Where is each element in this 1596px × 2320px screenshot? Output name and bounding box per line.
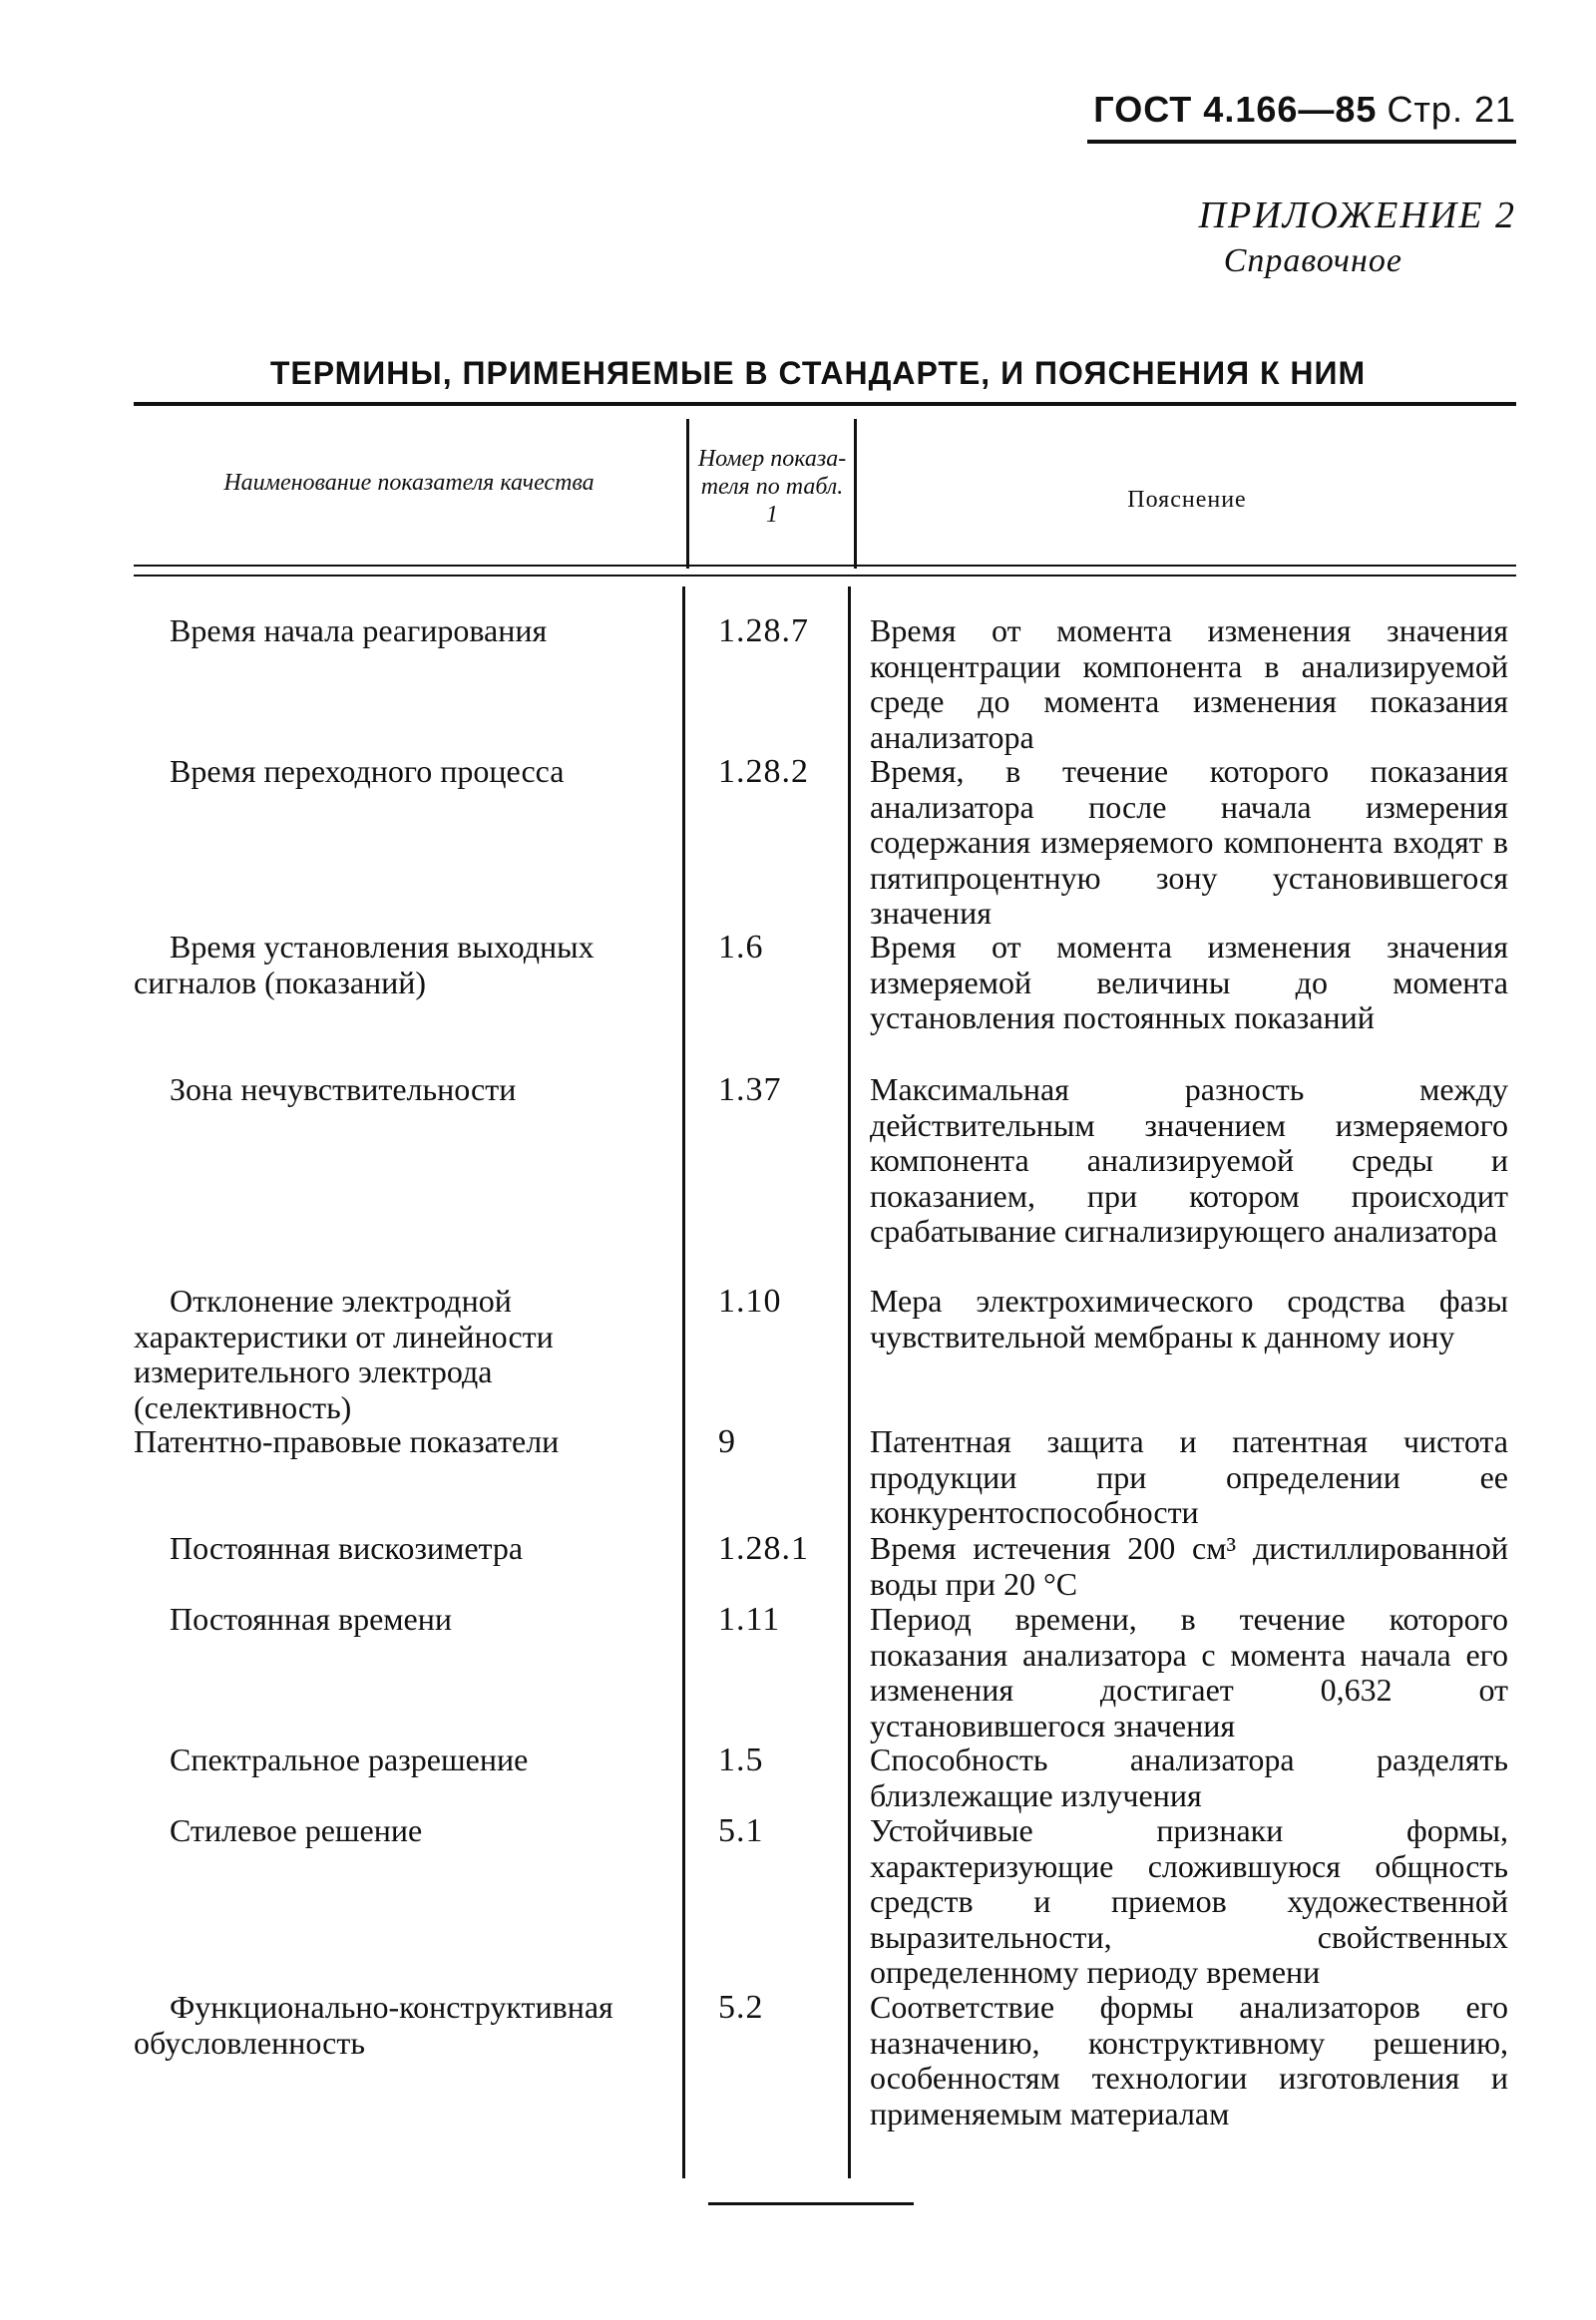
table-row — [134, 1072, 677, 1108]
term-text: Время установления выходных сигналов (показаний) — [134, 929, 595, 1000]
row-explanation — [870, 930, 1508, 1036]
explanation-text: Патентная защита и патентная чистота продукции при определении ее конкурентоспособности — [870, 1423, 1508, 1530]
row-number: 1.6 — [718, 929, 764, 966]
row-explanation — [870, 1602, 1508, 1743]
row-explanation — [870, 1990, 1508, 2131]
term-text: Время начала реагирования — [170, 612, 548, 648]
column-header-number: Номер показа- теля по табл. 1 — [697, 446, 847, 528]
explanation-text: Соответствие формы анализаторов его назначению, конструктивному решению, особенностям технологии изготовления и применяемым материалам — [870, 1989, 1508, 2131]
header-bottom-rule-2 — [134, 575, 1516, 577]
explanation-text: Время, в течение которого показания анализатора после начала измерения содержания измеряемого компонента входят в пятипроцентную зону установившегося значения — [870, 753, 1508, 931]
explanation-text: Максимальная разность между действительным значением измеряемого компонента анализируемой среды и показанием, при котором происходит срабатывание сигнализирующего анализатора — [870, 1071, 1508, 1249]
term-text: Патентно-правовые показатели — [134, 1423, 560, 1459]
row-explanation — [870, 1813, 1508, 1991]
table-row — [134, 1284, 677, 1425]
explanation-text: Способность анализатора разделять близлежащие излучения — [870, 1741, 1508, 1813]
page-number: Стр. 21 — [1387, 89, 1516, 130]
term-text: Спектральное разрешение — [170, 1741, 529, 1777]
table-top-rule — [134, 402, 1516, 406]
header-divider-1 — [686, 419, 689, 569]
explanation-text: Мера электрохимического сродства фазы чувствительной мембраны к данному иону — [870, 1283, 1508, 1354]
table-row — [134, 1531, 677, 1567]
header-bottom-rule — [134, 565, 1516, 567]
appendix-title: ПРИЛОЖЕНИЕ 2 — [1198, 194, 1516, 236]
table-row — [134, 1990, 677, 2061]
term-text: Постоянная вискозиметра — [170, 1530, 524, 1566]
explanation-text: Устойчивые признаки формы, характеризующие сложившуюся общность средств и приемов художественной выразительности, свойственных определенному периоду времени — [870, 1812, 1508, 1990]
term-text: Функционально-конструктивная обусловленность — [134, 1989, 613, 2061]
explanation-text: Время от момента изменения значения измеряемой величины до момента установления постоянных показаний — [870, 929, 1508, 1035]
row-number: 9 — [718, 1423, 736, 1460]
term-text: Отклонение электродной характеристики от линейности измерительного электрода (селективность) — [134, 1283, 554, 1425]
table-row — [134, 1813, 677, 1849]
column-divider-1 — [682, 586, 685, 2178]
table-row — [134, 754, 677, 790]
row-number: 1.5 — [718, 1741, 764, 1778]
row-number: 1.28.1 — [718, 1530, 809, 1567]
row-number: 1.11 — [718, 1601, 781, 1638]
row-explanation — [870, 1284, 1508, 1354]
bottom-rule — [708, 2202, 914, 2205]
row-explanation — [870, 1742, 1508, 1813]
explanation-text: Период времени, в течение которого показания анализатора с момента начала его изменения достигает 0,632 от установившегося значения — [870, 1601, 1508, 1743]
table-row — [134, 1602, 677, 1638]
term-text: Стилевое решение — [170, 1812, 423, 1848]
row-explanation — [870, 1424, 1508, 1531]
row-number: 1.28.2 — [718, 753, 809, 790]
explanation-text: Время истечения 200 см³ дистиллированной воды при 20 °С — [870, 1530, 1508, 1602]
explanation-text: Время от момента изменения значения концентрации компонента в анализируемой среде до момента изменения показания анализатора — [870, 612, 1508, 755]
row-explanation — [870, 754, 1508, 932]
table-row — [134, 613, 677, 649]
standard-number: ГОСТ 4.166—85 — [1093, 89, 1378, 130]
page-header — [998, 88, 1516, 144]
column-divider-2 — [848, 586, 851, 2178]
row-explanation — [870, 1072, 1508, 1250]
table-row — [134, 1742, 677, 1778]
column-header-name: Наименование показателя качества — [223, 470, 595, 496]
row-explanation — [870, 1531, 1508, 1602]
document-title: ТЕРМИНЫ, ПРИМЕНЯЕМЫЕ В СТАНДАРТЕ, И ПОЯСНЕНИЯ К НИМ — [269, 355, 1367, 391]
row-number: 5.2 — [718, 1989, 764, 2026]
term-text: Зона нечувствительности — [170, 1071, 517, 1107]
row-number: 1.37 — [718, 1071, 782, 1108]
row-number: 1.10 — [718, 1283, 782, 1320]
header-rule — [1087, 140, 1516, 144]
header-divider-2 — [854, 419, 857, 569]
row-number: 1.28.7 — [718, 612, 809, 649]
row-explanation — [870, 613, 1508, 755]
row-number: 5.1 — [718, 1812, 764, 1849]
column-header-explanation: Пояснение — [1127, 487, 1247, 513]
term-text: Время переходного процесса — [170, 753, 565, 789]
term-text: Постоянная времени — [170, 1601, 452, 1637]
table-row — [134, 930, 677, 1000]
table-row — [134, 1424, 677, 1460]
appendix-subtitle: Справочное — [1223, 242, 1402, 279]
